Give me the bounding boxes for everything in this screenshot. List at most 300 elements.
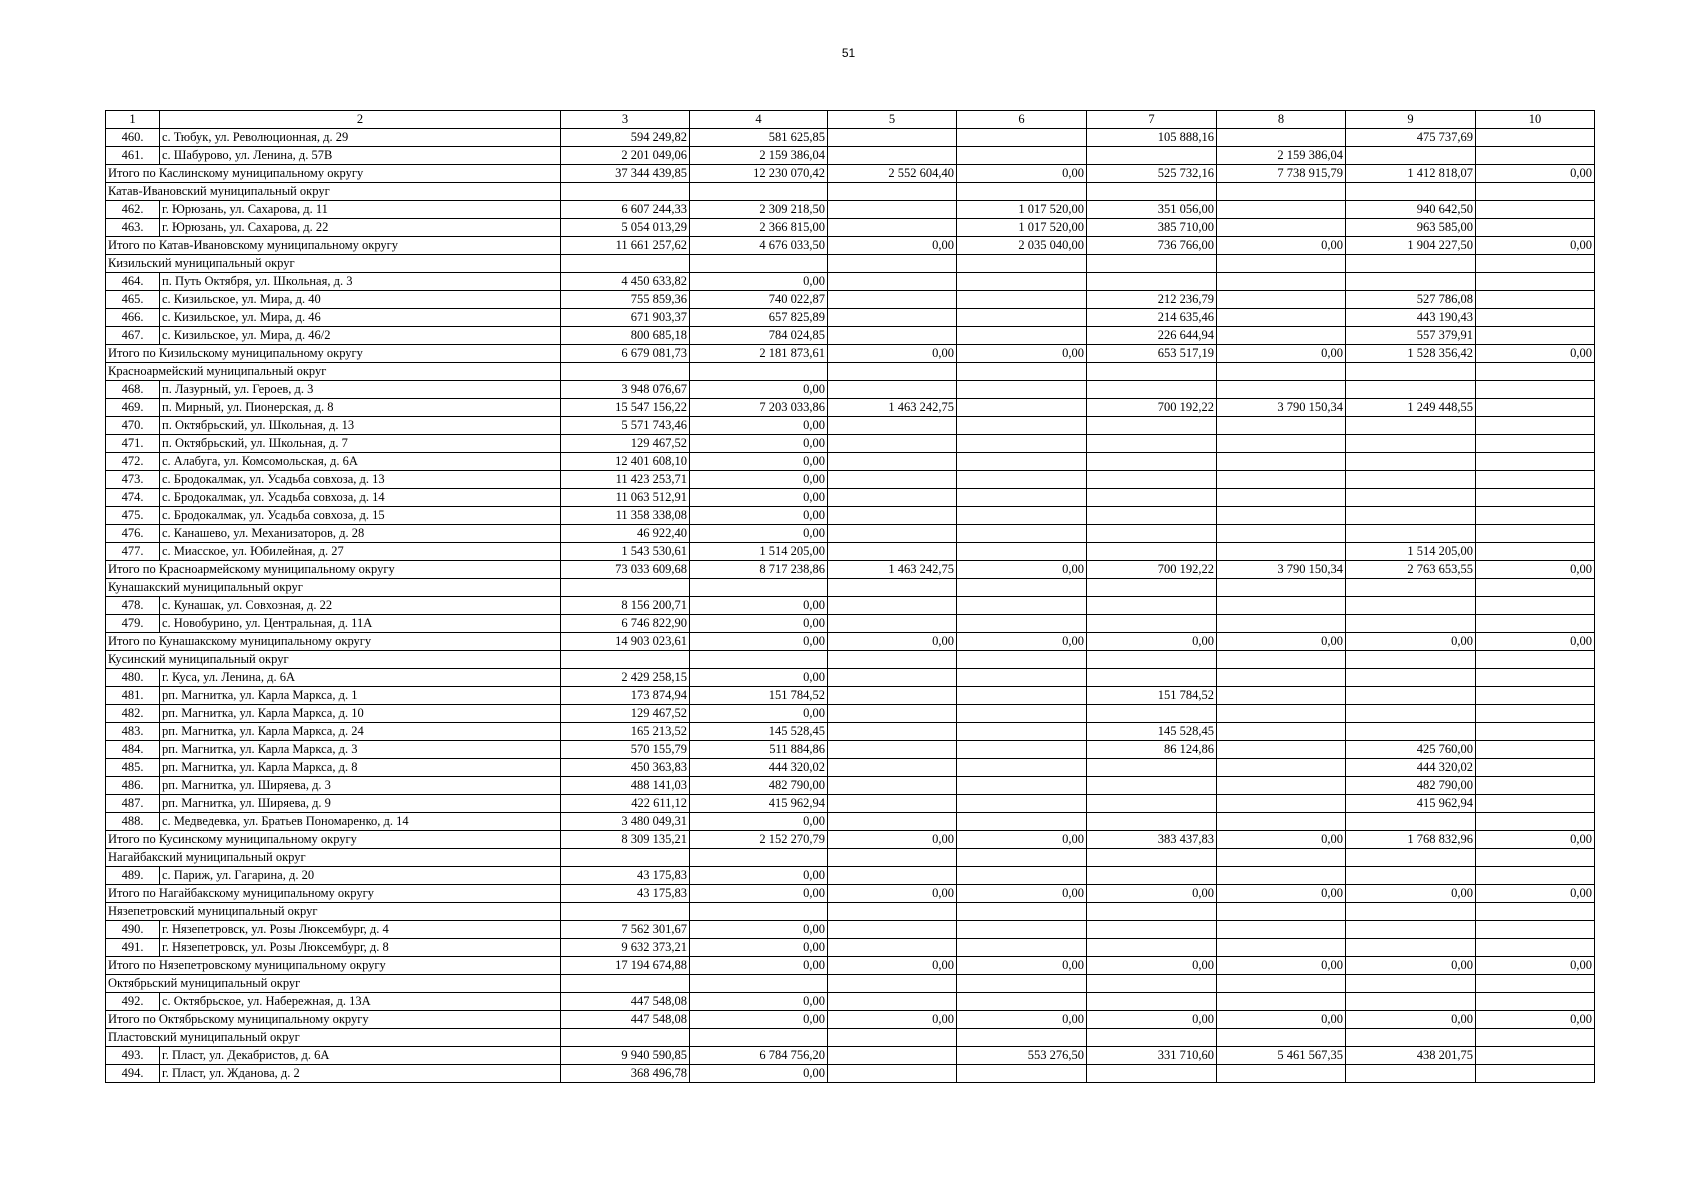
amount-cell	[1476, 453, 1595, 471]
register-table	[105, 110, 1595, 1083]
amount-cell: 7 738 915,79	[1217, 165, 1346, 183]
amount-cell: 351 056,00	[1087, 201, 1217, 219]
amount-cell	[828, 147, 957, 165]
amount-cell	[1346, 669, 1476, 687]
amount-cell: 0,00	[690, 633, 828, 651]
amount-cell: 12 401 608,10	[561, 453, 690, 471]
amount-cell	[957, 543, 1087, 561]
amount-cell	[957, 507, 1087, 525]
amount-cell	[828, 435, 957, 453]
address-cell: с. Кизильское, ул. Мира, д. 40	[160, 291, 561, 309]
empty-cell	[1217, 363, 1346, 381]
table-row	[106, 381, 1595, 399]
table-row	[106, 417, 1595, 435]
amount-cell: 784 024,85	[690, 327, 828, 345]
amount-cell	[828, 201, 957, 219]
table-row	[106, 1047, 1595, 1065]
amount-cell	[828, 1047, 957, 1065]
district-name: Кусинский муниципальный округ	[106, 651, 561, 669]
district-name: Катав-Ивановский муниципальный округ	[106, 183, 561, 201]
amount-cell: 0,00	[1346, 1011, 1476, 1029]
table-row	[106, 597, 1595, 615]
district-group-row	[106, 651, 1595, 669]
amount-cell: 0,00	[1217, 957, 1346, 975]
amount-cell	[828, 129, 957, 147]
amount-cell: 0,00	[690, 507, 828, 525]
page-number: 51	[841, 46, 856, 60]
table-row	[106, 615, 1595, 633]
amount-cell: 226 644,94	[1087, 327, 1217, 345]
amount-cell	[828, 489, 957, 507]
amount-cell	[1217, 687, 1346, 705]
row-number: 461.	[106, 147, 160, 165]
empty-cell	[1087, 255, 1217, 273]
district-group-row	[106, 255, 1595, 273]
empty-cell	[828, 903, 957, 921]
amount-cell	[828, 993, 957, 1011]
amount-cell	[1087, 921, 1217, 939]
empty-cell	[1087, 975, 1217, 993]
empty-cell	[828, 651, 957, 669]
amount-cell	[1087, 507, 1217, 525]
address-cell: г. Юрюзань, ул. Сахарова, д. 22	[160, 219, 561, 237]
amount-cell	[1087, 1065, 1217, 1083]
row-number: 469.	[106, 399, 160, 417]
district-total-row	[106, 345, 1595, 363]
empty-cell	[957, 903, 1087, 921]
amount-cell: 594 249,82	[561, 129, 690, 147]
amount-cell	[957, 417, 1087, 435]
column-header: 5	[828, 111, 957, 129]
amount-cell: 0,00	[690, 885, 828, 903]
district-group-row	[106, 579, 1595, 597]
amount-cell	[957, 939, 1087, 957]
amount-cell	[1346, 723, 1476, 741]
amount-cell	[828, 291, 957, 309]
amount-cell	[1346, 687, 1476, 705]
empty-cell	[1476, 903, 1595, 921]
amount-cell: 415 962,94	[1346, 795, 1476, 813]
amount-cell	[1476, 741, 1595, 759]
amount-cell	[1346, 507, 1476, 525]
amount-cell: 15 547 156,22	[561, 399, 690, 417]
amount-cell: 368 496,78	[561, 1065, 690, 1083]
table-row	[106, 741, 1595, 759]
row-number: 475.	[106, 507, 160, 525]
empty-cell	[561, 651, 690, 669]
amount-cell	[828, 813, 957, 831]
total-label: Итого по Кунашакскому муниципальному округу	[106, 633, 561, 651]
address-cell: с. Тюбук, ул. Революционная, д. 29	[160, 129, 561, 147]
total-label: Итого по Красноармейскому муниципальному округу	[106, 561, 561, 579]
district-total-row	[106, 561, 1595, 579]
amount-cell	[957, 489, 1087, 507]
district-name: Красноармейский муниципальный округ	[106, 363, 561, 381]
amount-cell	[1346, 147, 1476, 165]
row-number: 470.	[106, 417, 160, 435]
amount-cell	[1476, 777, 1595, 795]
amount-cell	[1346, 471, 1476, 489]
amount-cell	[1087, 417, 1217, 435]
row-number: 488.	[106, 813, 160, 831]
table-row	[106, 813, 1595, 831]
amount-cell: 0,00	[1476, 633, 1595, 651]
empty-cell	[690, 1029, 828, 1047]
amount-cell	[1346, 453, 1476, 471]
amount-cell	[1476, 129, 1595, 147]
amount-cell	[828, 309, 957, 327]
column-header: 6	[957, 111, 1087, 129]
amount-cell	[828, 597, 957, 615]
table-row	[106, 399, 1595, 417]
amount-cell: 0,00	[1087, 633, 1217, 651]
column-header: 10	[1476, 111, 1595, 129]
amount-cell	[1476, 309, 1595, 327]
amount-cell: 0,00	[690, 1065, 828, 1083]
empty-cell	[957, 651, 1087, 669]
amount-cell: 425 760,00	[1346, 741, 1476, 759]
amount-cell	[1217, 705, 1346, 723]
amount-cell	[1217, 309, 1346, 327]
address-cell: рп. Магнитка, ул. Карла Маркса, д. 8	[160, 759, 561, 777]
amount-cell	[957, 867, 1087, 885]
amount-cell	[1087, 795, 1217, 813]
amount-cell	[828, 543, 957, 561]
amount-cell	[828, 327, 957, 345]
amount-cell	[828, 273, 957, 291]
amount-cell	[1087, 273, 1217, 291]
amount-cell	[1087, 705, 1217, 723]
amount-cell: 145 528,45	[690, 723, 828, 741]
empty-cell	[561, 903, 690, 921]
amount-cell	[1476, 669, 1595, 687]
amount-cell: 2 366 815,00	[690, 219, 828, 237]
empty-cell	[561, 849, 690, 867]
table-row	[106, 273, 1595, 291]
empty-cell	[1476, 363, 1595, 381]
amount-cell: 444 320,02	[1346, 759, 1476, 777]
empty-cell	[957, 255, 1087, 273]
empty-cell	[1476, 183, 1595, 201]
amount-cell: 214 635,46	[1087, 309, 1217, 327]
amount-cell	[1087, 993, 1217, 1011]
amount-cell: 151 784,52	[690, 687, 828, 705]
amount-cell: 415 962,94	[690, 795, 828, 813]
amount-cell	[1217, 507, 1346, 525]
amount-cell: 0,00	[828, 633, 957, 651]
empty-cell	[957, 1029, 1087, 1047]
amount-cell: 438 201,75	[1346, 1047, 1476, 1065]
amount-cell: 963 585,00	[1346, 219, 1476, 237]
row-number: 476.	[106, 525, 160, 543]
amount-cell: 0,00	[690, 273, 828, 291]
amount-cell: 5 571 743,46	[561, 417, 690, 435]
amount-cell	[1217, 129, 1346, 147]
amount-cell: 14 903 023,61	[561, 633, 690, 651]
amount-cell: 6 607 244,33	[561, 201, 690, 219]
amount-cell: 0,00	[1217, 345, 1346, 363]
amount-cell	[1476, 687, 1595, 705]
amount-cell	[957, 471, 1087, 489]
empty-cell	[690, 183, 828, 201]
table-row	[106, 219, 1595, 237]
amount-cell	[957, 615, 1087, 633]
amount-cell: 3 480 049,31	[561, 813, 690, 831]
table-row	[106, 759, 1595, 777]
empty-cell	[1087, 363, 1217, 381]
table-row	[106, 777, 1595, 795]
amount-cell: 657 825,89	[690, 309, 828, 327]
amount-cell: 0,00	[828, 831, 957, 849]
amount-cell: 3 790 150,34	[1217, 399, 1346, 417]
amount-cell	[1217, 219, 1346, 237]
row-number: 492.	[106, 993, 160, 1011]
empty-cell	[1476, 975, 1595, 993]
empty-cell	[957, 579, 1087, 597]
amount-cell	[1217, 543, 1346, 561]
amount-cell	[1217, 597, 1346, 615]
amount-cell	[957, 327, 1087, 345]
empty-cell	[1476, 651, 1595, 669]
row-number: 490.	[106, 921, 160, 939]
total-label: Итого по Октябрьскому муниципальному округу	[106, 1011, 561, 1029]
row-number: 482.	[106, 705, 160, 723]
row-number: 479.	[106, 615, 160, 633]
row-number: 462.	[106, 201, 160, 219]
amount-cell: 0,00	[690, 921, 828, 939]
amount-cell	[1217, 777, 1346, 795]
district-group-row	[106, 975, 1595, 993]
amount-cell	[828, 525, 957, 543]
district-name: Кунашакский муниципальный округ	[106, 579, 561, 597]
total-label: Итого по Катав-Ивановскому муниципальному округу	[106, 237, 561, 255]
amount-cell: 0,00	[1346, 633, 1476, 651]
empty-cell	[1346, 903, 1476, 921]
row-number: 473.	[106, 471, 160, 489]
table-row	[106, 723, 1595, 741]
address-cell: с. Кизильское, ул. Мира, д. 46	[160, 309, 561, 327]
column-header: 3	[561, 111, 690, 129]
amount-cell: 0,00	[1476, 345, 1595, 363]
amount-cell: 0,00	[690, 705, 828, 723]
amount-cell: 553 276,50	[957, 1047, 1087, 1065]
amount-cell: 0,00	[690, 453, 828, 471]
amount-cell	[1476, 489, 1595, 507]
table-row	[106, 489, 1595, 507]
amount-cell: 7 203 033,86	[690, 399, 828, 417]
amount-cell: 2 201 049,06	[561, 147, 690, 165]
amount-cell: 0,00	[1476, 1011, 1595, 1029]
amount-cell	[1087, 669, 1217, 687]
amount-cell: 0,00	[690, 417, 828, 435]
amount-cell	[1217, 669, 1346, 687]
amount-cell	[1476, 597, 1595, 615]
amount-cell	[957, 813, 1087, 831]
district-name: Нязепетровский муниципальный округ	[106, 903, 561, 921]
address-cell: п. Мирный, ул. Пионерская, д. 8	[160, 399, 561, 417]
column-number-header-row	[106, 111, 1595, 129]
total-label: Итого по Кусинскому муниципальному округу	[106, 831, 561, 849]
amount-cell	[1346, 813, 1476, 831]
amount-cell: 2 152 270,79	[690, 831, 828, 849]
amount-cell	[1087, 759, 1217, 777]
amount-cell	[957, 777, 1087, 795]
district-total-row	[106, 831, 1595, 849]
amount-cell	[1217, 453, 1346, 471]
amount-cell	[1087, 147, 1217, 165]
amount-cell: 145 528,45	[1087, 723, 1217, 741]
empty-cell	[690, 849, 828, 867]
amount-cell: 0,00	[1217, 633, 1346, 651]
amount-cell: 755 859,36	[561, 291, 690, 309]
row-number: 464.	[106, 273, 160, 291]
table-row	[106, 435, 1595, 453]
amount-cell: 482 790,00	[1346, 777, 1476, 795]
amount-cell	[957, 669, 1087, 687]
amount-cell	[1217, 381, 1346, 399]
amount-cell	[957, 273, 1087, 291]
address-cell: г. Нязепетровск, ул. Розы Люксембург, д. 8	[160, 939, 561, 957]
row-number: 468.	[106, 381, 160, 399]
amount-cell: 0,00	[828, 1011, 957, 1029]
district-total-row	[106, 1011, 1595, 1029]
amount-cell: 105 888,16	[1087, 129, 1217, 147]
empty-cell	[1217, 1029, 1346, 1047]
amount-cell: 385 710,00	[1087, 219, 1217, 237]
amount-cell: 0,00	[690, 669, 828, 687]
amount-cell	[1476, 417, 1595, 435]
amount-cell: 700 192,22	[1087, 561, 1217, 579]
district-name: Нагайбакский муниципальный округ	[106, 849, 561, 867]
amount-cell: 43 175,83	[561, 885, 690, 903]
address-cell: рп. Магнитка, ул. Карла Маркса, д. 24	[160, 723, 561, 741]
amount-cell: 2 309 218,50	[690, 201, 828, 219]
table-row	[106, 129, 1595, 147]
amount-cell: 581 625,85	[690, 129, 828, 147]
amount-cell: 165 213,52	[561, 723, 690, 741]
amount-cell	[1346, 1065, 1476, 1083]
amount-cell: 1 017 520,00	[957, 201, 1087, 219]
row-number: 474.	[106, 489, 160, 507]
amount-cell	[957, 921, 1087, 939]
amount-cell: 0,00	[1217, 885, 1346, 903]
amount-cell: 1 017 520,00	[957, 219, 1087, 237]
amount-cell: 9 632 373,21	[561, 939, 690, 957]
amount-cell: 2 552 604,40	[828, 165, 957, 183]
empty-cell	[690, 651, 828, 669]
amount-cell: 0,00	[690, 489, 828, 507]
amount-cell: 0,00	[1476, 237, 1595, 255]
amount-cell: 1 463 242,75	[828, 561, 957, 579]
amount-cell: 331 710,60	[1087, 1047, 1217, 1065]
amount-cell	[828, 381, 957, 399]
amount-cell: 73 033 609,68	[561, 561, 690, 579]
amount-cell	[1217, 435, 1346, 453]
amount-cell: 11 423 253,71	[561, 471, 690, 489]
row-number: 494.	[106, 1065, 160, 1083]
total-label: Итого по Каслинскому муниципальному округу	[106, 165, 561, 183]
row-number: 472.	[106, 453, 160, 471]
address-cell: с. Медведевка, ул. Братьев Пономаренко, д. 14	[160, 813, 561, 831]
amount-cell	[1476, 615, 1595, 633]
amount-cell: 0,00	[957, 1011, 1087, 1029]
amount-cell: 511 884,86	[690, 741, 828, 759]
amount-cell: 1 249 448,55	[1346, 399, 1476, 417]
amount-cell	[957, 723, 1087, 741]
row-number: 489.	[106, 867, 160, 885]
amount-cell: 17 194 674,88	[561, 957, 690, 975]
amount-cell	[1217, 795, 1346, 813]
amount-cell	[957, 129, 1087, 147]
amount-cell	[1476, 273, 1595, 291]
row-number: 463.	[106, 219, 160, 237]
address-cell: с. Алабуга, ул. Комсомольская, д. 6А	[160, 453, 561, 471]
address-cell: с. Кунашак, ул. Совхозная, д. 22	[160, 597, 561, 615]
amount-cell	[1346, 993, 1476, 1011]
amount-cell	[1476, 381, 1595, 399]
amount-cell	[957, 399, 1087, 417]
row-number: 478.	[106, 597, 160, 615]
amount-cell: 0,00	[957, 633, 1087, 651]
empty-cell	[1346, 1029, 1476, 1047]
column-header: 7	[1087, 111, 1217, 129]
address-cell: с. Кизильское, ул. Мира, д. 46/2	[160, 327, 561, 345]
amount-cell: 0,00	[957, 345, 1087, 363]
amount-cell	[1087, 453, 1217, 471]
empty-cell	[1346, 651, 1476, 669]
amount-cell	[957, 453, 1087, 471]
amount-cell: 11 661 257,62	[561, 237, 690, 255]
total-label: Итого по Нязепетровскому муниципальному округу	[106, 957, 561, 975]
empty-cell	[828, 363, 957, 381]
amount-cell	[1476, 525, 1595, 543]
amount-cell	[1217, 417, 1346, 435]
amount-cell: 7 562 301,67	[561, 921, 690, 939]
amount-cell	[828, 777, 957, 795]
amount-cell: 6 784 756,20	[690, 1047, 828, 1065]
amount-cell	[1087, 777, 1217, 795]
amount-cell: 0,00	[828, 237, 957, 255]
empty-cell	[1476, 579, 1595, 597]
amount-cell	[1217, 1065, 1346, 1083]
empty-cell	[1217, 849, 1346, 867]
empty-cell	[957, 975, 1087, 993]
amount-cell: 2 763 653,55	[1346, 561, 1476, 579]
amount-cell	[957, 147, 1087, 165]
amount-cell: 527 786,08	[1346, 291, 1476, 309]
amount-cell: 443 190,43	[1346, 309, 1476, 327]
amount-cell	[1217, 471, 1346, 489]
amount-cell: 0,00	[690, 525, 828, 543]
amount-cell	[1476, 543, 1595, 561]
amount-cell: 2 035 040,00	[957, 237, 1087, 255]
empty-cell	[1217, 975, 1346, 993]
amount-cell	[1476, 795, 1595, 813]
amount-cell	[1217, 939, 1346, 957]
amount-cell	[828, 705, 957, 723]
row-number: 485.	[106, 759, 160, 777]
amount-cell	[957, 759, 1087, 777]
amount-cell	[957, 795, 1087, 813]
amount-cell	[1346, 417, 1476, 435]
amount-cell	[1346, 489, 1476, 507]
empty-cell	[828, 975, 957, 993]
table-row	[106, 921, 1595, 939]
amount-cell	[957, 705, 1087, 723]
amount-cell: 1 412 818,07	[1346, 165, 1476, 183]
table-row	[106, 705, 1595, 723]
amount-cell	[1476, 219, 1595, 237]
